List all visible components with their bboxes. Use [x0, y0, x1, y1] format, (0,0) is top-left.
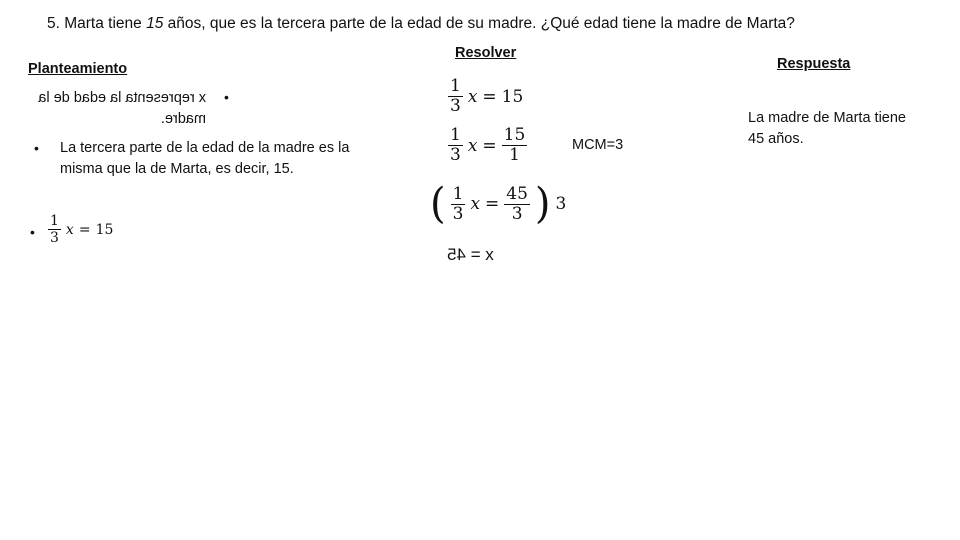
fraction-numerator: 45	[506, 183, 528, 204]
problem-prefix: 5. Marta tiene	[47, 15, 147, 32]
heading-planteamiento: Planteamiento	[28, 61, 128, 77]
fraction-numerator: 15	[503, 125, 526, 145]
answer-text: La madre de Marta tiene 45 años.	[748, 110, 906, 147]
problem-suffix: años, que es la tercera parte de la edad de su madre. ¿Qué edad tiene la madre de Marta?	[163, 15, 795, 32]
bullet-1: •	[224, 89, 229, 105]
mirrored-variable-definition: x representa la edad de la madre.	[38, 90, 206, 127]
problem-age: 15	[146, 15, 164, 32]
fraction	[448, 127, 463, 164]
mirrored-result: x = 45	[447, 245, 494, 264]
equals-sign: =	[485, 194, 500, 214]
equals-sign: =	[482, 135, 497, 156]
right-parenthesis: )	[534, 179, 551, 229]
equals-sign: =	[482, 86, 497, 107]
problem-statement	[47, 15, 795, 33]
multiplier: 3	[555, 194, 567, 214]
rhs-value: 15	[95, 221, 114, 238]
rhs-fraction	[504, 183, 530, 224]
fraction-denominator: 3	[450, 96, 461, 116]
resolver-step-3	[430, 179, 567, 229]
bullet-3: •	[30, 224, 35, 240]
fraction-numerator: 1	[450, 76, 461, 96]
bullet-2: •	[34, 140, 39, 156]
planteamiento-statement: La tercera parte de la edad de la madre es la misma que la de Marta, es decir, 15.	[60, 140, 350, 177]
heading-resolver: Resolver	[455, 45, 517, 61]
variable-x: x	[65, 221, 74, 238]
fraction-denominator: 3	[50, 230, 59, 246]
mcm-note: MCM=3	[572, 137, 624, 153]
resolver-step-1	[448, 78, 523, 115]
equals-sign: =	[78, 221, 91, 238]
fraction-numerator: 1	[452, 183, 464, 204]
rhs-value: 15	[501, 86, 524, 107]
fraction-denominator: 3	[450, 145, 461, 165]
variable-x: x	[470, 194, 481, 214]
variable-x: x	[467, 86, 478, 107]
fraction-numerator: 1	[450, 125, 461, 145]
resolver-step-2	[448, 127, 527, 164]
fraction	[451, 183, 466, 224]
fraction-numerator: 1	[50, 213, 59, 229]
left-parenthesis: (	[430, 179, 446, 229]
fraction-denominator: 1	[509, 145, 520, 165]
resolver-step-4	[447, 245, 494, 265]
fraction-denominator: 3	[511, 203, 523, 224]
heading-respuesta: Respuesta	[777, 56, 851, 72]
rhs-fraction	[502, 127, 528, 164]
fraction	[448, 78, 463, 115]
planteamiento-equation	[48, 214, 113, 245]
fraction-denominator: 3	[452, 203, 464, 224]
fraction	[48, 214, 61, 245]
variable-x: x	[467, 135, 478, 156]
